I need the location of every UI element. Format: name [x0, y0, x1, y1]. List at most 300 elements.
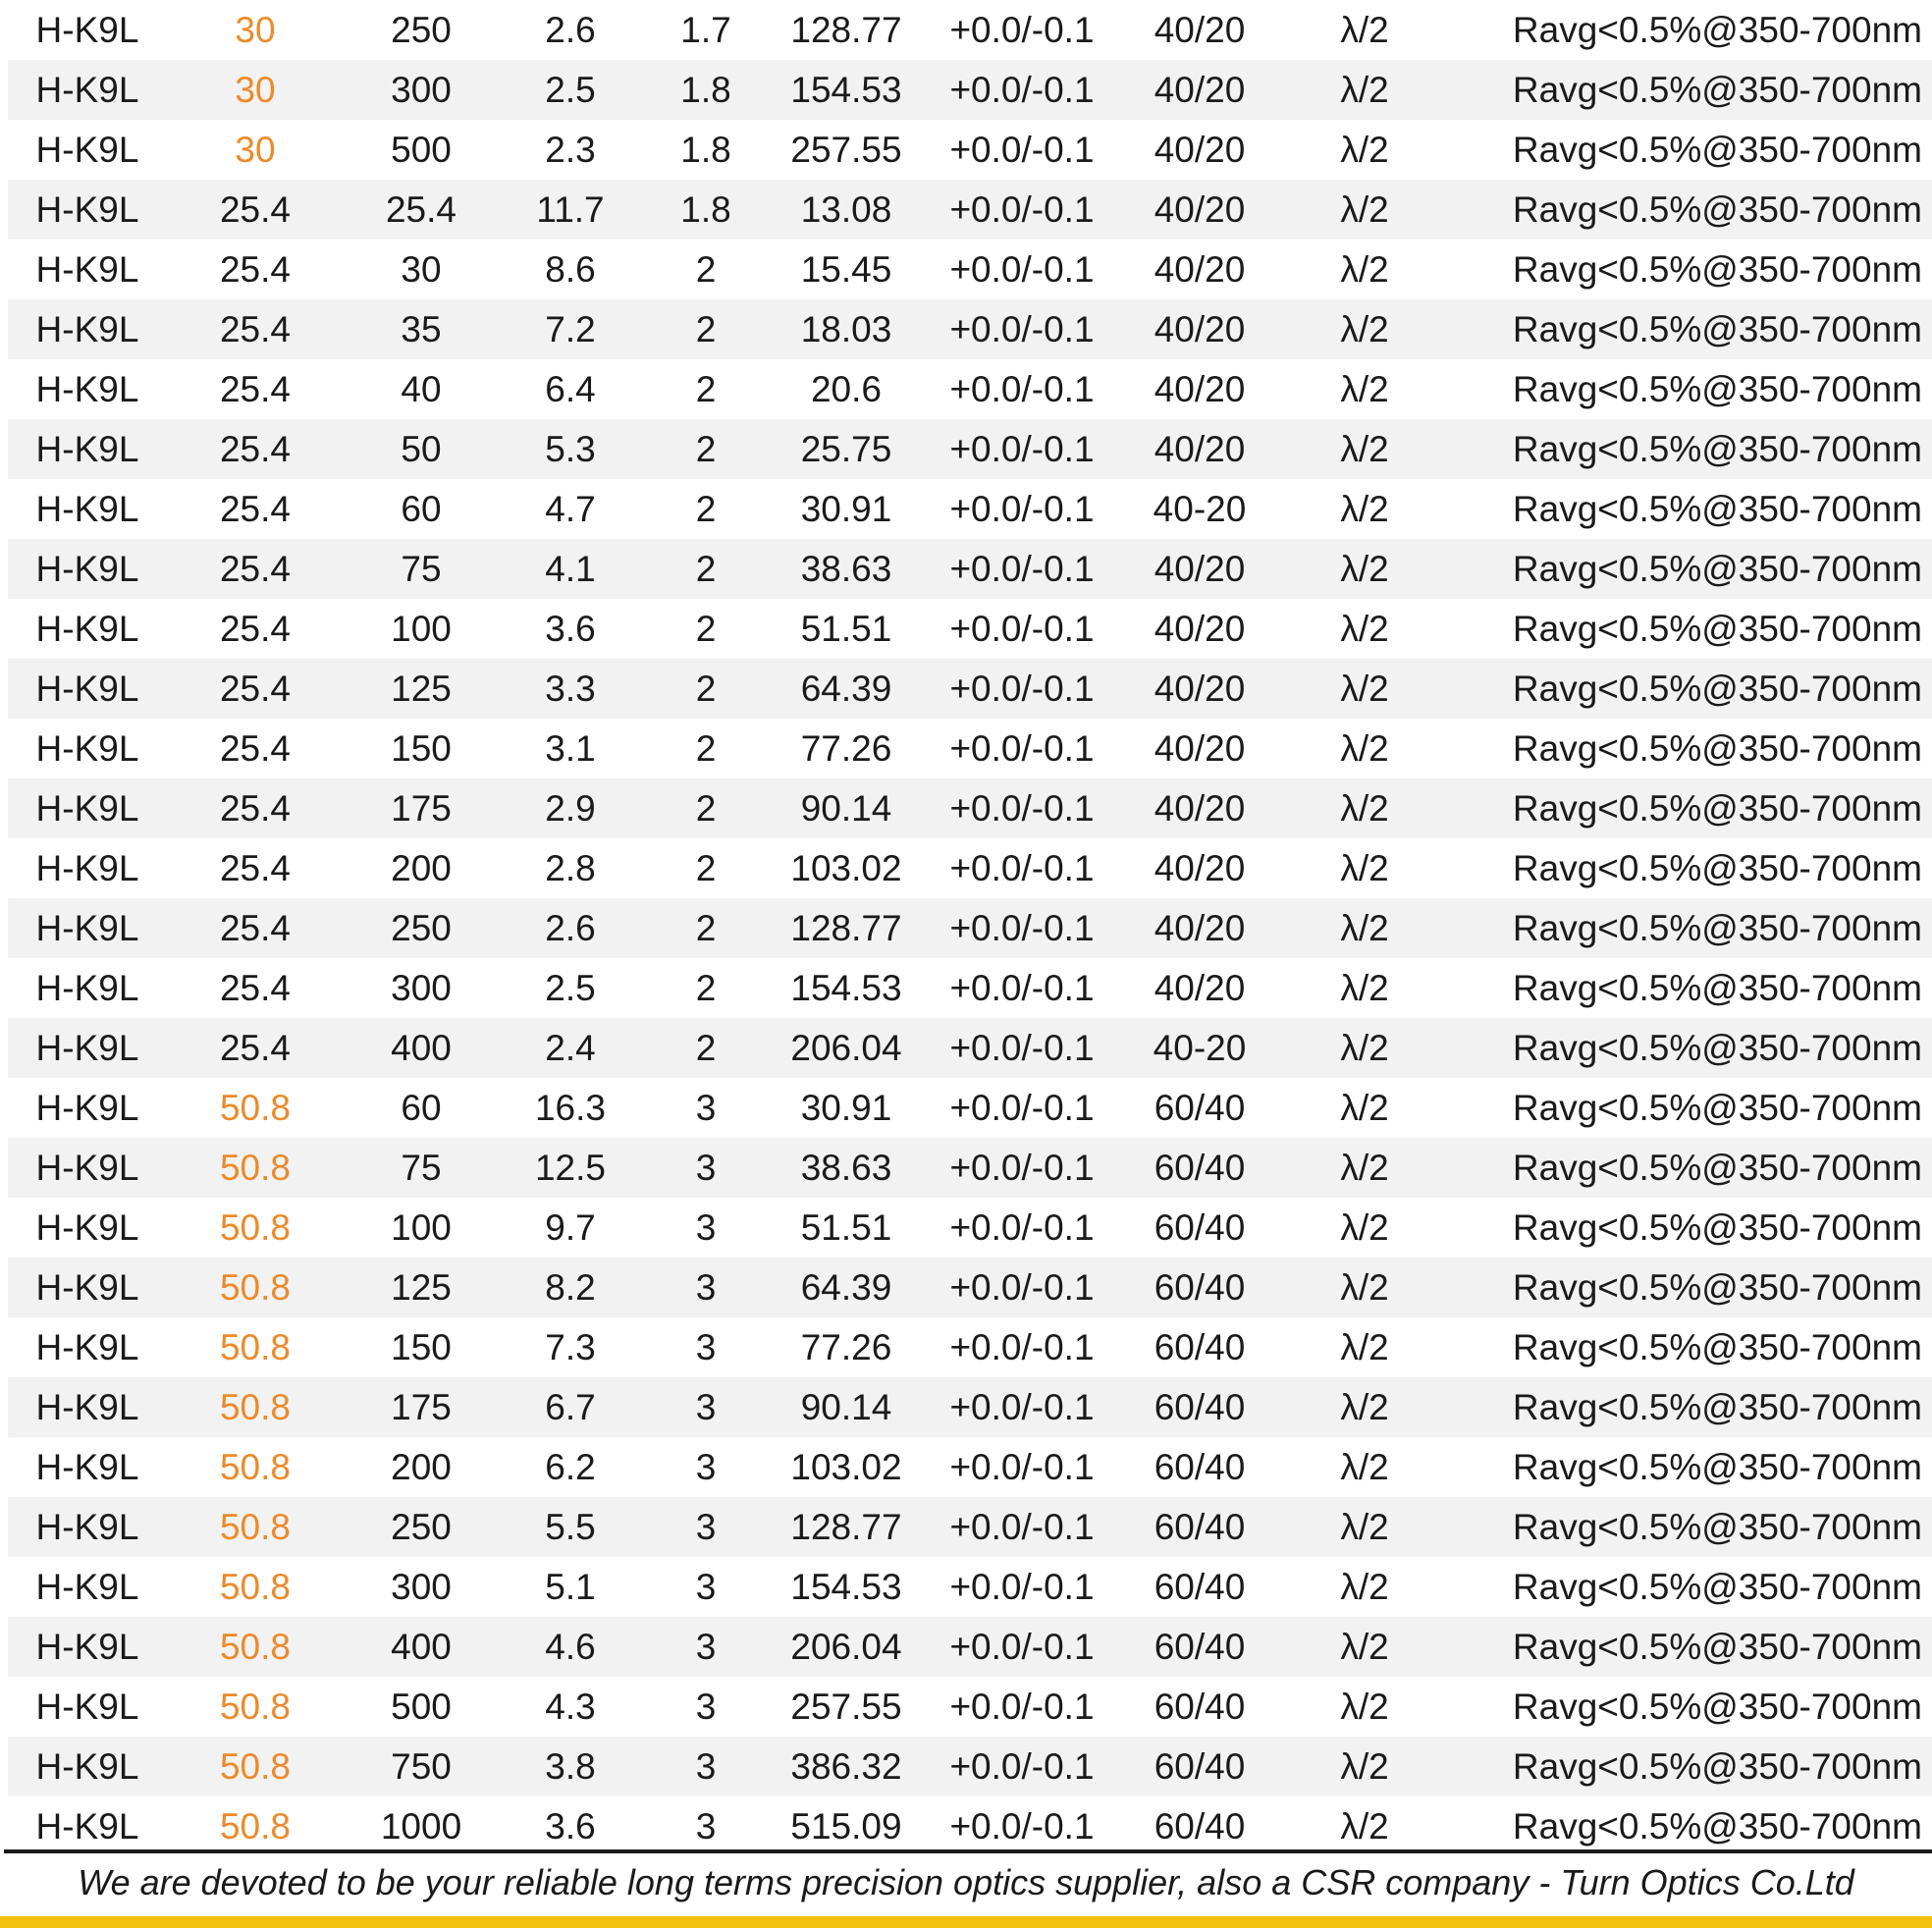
- focal-length-cell: 300: [391, 1567, 452, 1607]
- edge-thickness-cell: 3: [695, 1567, 717, 1607]
- diameter-cell: 50.8: [219, 1806, 291, 1847]
- focal-length-cell: 100: [391, 1207, 452, 1248]
- radius-cell: 25.75: [770, 419, 923, 479]
- diameter-cell: 25.4: [167, 778, 344, 838]
- center-thickness-cell: 4.7: [545, 489, 596, 529]
- diameter-cell: 25.4: [167, 419, 344, 479]
- radius-cell: 38.63: [770, 539, 923, 599]
- table-row: [8, 419, 1932, 479]
- table-row: [8, 599, 1932, 659]
- edge-thickness-cell: 2: [642, 1018, 770, 1078]
- flatness-cell: λ/2: [1340, 1088, 1389, 1128]
- coating-cell: Ravg<0.5%@350-700nm: [1451, 659, 1932, 719]
- flatness-cell: λ/2: [1278, 1377, 1451, 1437]
- focal-length-cell: 50: [344, 419, 499, 479]
- center-thickness-cell: 3.3: [499, 659, 642, 719]
- table-row: [8, 1138, 1932, 1198]
- table-row: [8, 1796, 1932, 1856]
- tolerance-cell: +0.0/-0.1: [923, 1617, 1121, 1677]
- focal-length-cell: 250: [344, 898, 499, 958]
- flatness-cell: λ/2: [1278, 1018, 1451, 1078]
- radius-cell: 128.77: [770, 898, 923, 958]
- table-row: [8, 60, 1932, 120]
- edge-thickness-cell: 2: [695, 369, 717, 409]
- tolerance-cell: +0.0/-0.1: [949, 130, 1095, 170]
- focal-length-cell: 1000: [380, 1806, 462, 1847]
- coating-cell: Ravg<0.5%@350-700nm: [1451, 60, 1932, 120]
- edge-thickness-cell: 1.7: [680, 10, 731, 50]
- tolerance-cell: +0.0/-0.1: [949, 968, 1095, 1008]
- focal-length-cell: 500: [391, 130, 452, 170]
- coating-cell: Ravg<0.5%@350-700nm: [1512, 1806, 1922, 1847]
- radius-cell: 386.32: [770, 1737, 923, 1796]
- focal-length-cell: 35: [344, 299, 499, 359]
- surface-quality-cell: 40/20: [1154, 848, 1246, 888]
- tolerance-cell: +0.0/-0.1: [949, 609, 1095, 649]
- surface-quality-cell: 60/40: [1121, 1377, 1278, 1437]
- radius-cell: 77.26: [800, 1327, 892, 1367]
- table-row: [8, 0, 1932, 60]
- center-thickness-cell: 5.3: [499, 419, 642, 479]
- tolerance-cell: +0.0/-0.1: [949, 1207, 1095, 1248]
- edge-thickness-cell: 2: [642, 898, 770, 958]
- surface-quality-cell: 60/40: [1121, 1617, 1278, 1677]
- center-thickness-cell: 3.8: [499, 1737, 642, 1796]
- table-row: [8, 1317, 1932, 1377]
- material-cell: H-K9L: [8, 1497, 167, 1557]
- table-row: [8, 898, 1932, 958]
- center-thickness-cell: 12.5: [499, 1138, 642, 1198]
- diameter-cell: 25.4: [219, 609, 291, 649]
- edge-thickness-cell: 3: [695, 1447, 717, 1487]
- center-thickness-cell: 3.6: [545, 1806, 596, 1847]
- flatness-cell: λ/2: [1278, 778, 1451, 838]
- tolerance-cell: +0.0/-0.1: [949, 249, 1095, 290]
- flatness-cell: λ/2: [1340, 369, 1389, 409]
- coating-cell: Ravg<0.5%@350-700nm: [1512, 1207, 1922, 1248]
- flatness-cell: λ/2: [1278, 60, 1451, 120]
- coating-cell: Ravg<0.5%@350-700nm: [1451, 299, 1932, 359]
- surface-quality-cell: 40/20: [1121, 180, 1278, 240]
- table-row: [8, 1198, 1932, 1258]
- flatness-cell: λ/2: [1340, 1806, 1389, 1847]
- material-cell: H-K9L: [35, 728, 139, 769]
- edge-thickness-cell: 3: [695, 1088, 717, 1128]
- diameter-cell: 50.8: [167, 1497, 344, 1557]
- flatness-cell: λ/2: [1340, 1447, 1389, 1487]
- surface-quality-cell: 40/20: [1121, 778, 1278, 838]
- coating-cell: Ravg<0.5%@350-700nm: [1512, 609, 1922, 649]
- radius-cell: 154.53: [790, 968, 902, 1008]
- flatness-cell: λ/2: [1340, 10, 1389, 50]
- flatness-cell: λ/2: [1340, 968, 1389, 1008]
- center-thickness-cell: 5.1: [545, 1567, 596, 1607]
- edge-thickness-cell: 2: [695, 489, 717, 529]
- radius-cell: 30.91: [800, 489, 892, 529]
- table-row: [8, 479, 1932, 539]
- radius-cell: 30.91: [800, 1088, 892, 1128]
- edge-thickness-cell: 3: [695, 1327, 717, 1367]
- tolerance-cell: +0.0/-0.1: [923, 1138, 1121, 1198]
- flatness-cell: λ/2: [1278, 1138, 1451, 1198]
- surface-quality-cell: 40/20: [1154, 728, 1246, 769]
- focal-length-cell: 125: [344, 1258, 499, 1317]
- radius-cell: 38.63: [770, 1138, 923, 1198]
- coating-cell: Ravg<0.5%@350-700nm: [1512, 1567, 1922, 1607]
- material-cell: H-K9L: [35, 249, 139, 290]
- surface-quality-cell: 40/20: [1121, 898, 1278, 958]
- diameter-cell: 25.4: [167, 180, 344, 240]
- coating-cell: Ravg<0.5%@350-700nm: [1451, 898, 1932, 958]
- material-cell: H-K9L: [35, 968, 139, 1008]
- diameter-cell: 50.8: [219, 1567, 291, 1607]
- coating-cell: Ravg<0.5%@350-700nm: [1451, 1497, 1932, 1557]
- material-cell: H-K9L: [8, 1258, 167, 1317]
- diameter-cell: 25.4: [219, 968, 291, 1008]
- diameter-cell: 25.4: [219, 848, 291, 888]
- edge-thickness-cell: 3: [695, 1806, 717, 1847]
- radius-cell: 13.08: [770, 180, 923, 240]
- center-thickness-cell: 7.2: [499, 299, 642, 359]
- tolerance-cell: +0.0/-0.1: [923, 659, 1121, 719]
- material-cell: H-K9L: [8, 539, 167, 599]
- table-row: [8, 1437, 1932, 1497]
- tolerance-cell: +0.0/-0.1: [949, 1088, 1095, 1128]
- focal-length-cell: 150: [391, 728, 452, 769]
- diameter-cell: 25.4: [167, 299, 344, 359]
- diameter-cell: 25.4: [167, 659, 344, 719]
- radius-cell: 206.04: [770, 1018, 923, 1078]
- focal-length-cell: 30: [401, 249, 442, 290]
- center-thickness-cell: 7.3: [545, 1327, 596, 1367]
- material-cell: H-K9L: [8, 1018, 167, 1078]
- surface-quality-cell: 40/20: [1121, 419, 1278, 479]
- radius-cell: 64.39: [770, 659, 923, 719]
- material-cell: H-K9L: [8, 659, 167, 719]
- table-row: [8, 1018, 1932, 1078]
- edge-thickness-cell: 3: [642, 1497, 770, 1557]
- radius-cell: 128.77: [770, 1497, 923, 1557]
- table-row: [8, 299, 1932, 359]
- tolerance-cell: +0.0/-0.1: [949, 489, 1095, 529]
- surface-quality-cell: 60/40: [1154, 1088, 1246, 1128]
- coating-cell: Ravg<0.5%@350-700nm: [1451, 1138, 1932, 1198]
- tolerance-cell: +0.0/-0.1: [923, 898, 1121, 958]
- material-cell: H-K9L: [35, 369, 139, 409]
- focal-length-cell: 100: [391, 609, 452, 649]
- surface-quality-cell: 40/20: [1154, 968, 1246, 1008]
- surface-quality-cell: 40-20: [1121, 1018, 1278, 1078]
- surface-quality-cell: 40/20: [1154, 249, 1246, 290]
- table-row: [8, 659, 1932, 719]
- center-thickness-cell: 2.6: [545, 10, 596, 50]
- coating-cell: Ravg<0.5%@350-700nm: [1451, 1258, 1932, 1317]
- flatness-cell: λ/2: [1340, 1207, 1389, 1248]
- table-row: [8, 958, 1932, 1018]
- tolerance-cell: +0.0/-0.1: [923, 1497, 1121, 1557]
- focal-length-cell: 200: [391, 1447, 452, 1487]
- table-row: [8, 240, 1932, 299]
- material-cell: H-K9L: [8, 1138, 167, 1198]
- coating-cell: Ravg<0.5%@350-700nm: [1451, 1737, 1932, 1796]
- flatness-cell: λ/2: [1340, 609, 1389, 649]
- table-row: [8, 1258, 1932, 1317]
- table-row: [8, 1617, 1932, 1677]
- radius-cell: 90.14: [770, 778, 923, 838]
- table-row: [8, 359, 1932, 419]
- focal-length-cell: 250: [344, 1497, 499, 1557]
- flatness-cell: λ/2: [1340, 249, 1389, 290]
- center-thickness-cell: 11.7: [499, 180, 642, 240]
- focal-length-cell: 175: [344, 778, 499, 838]
- center-thickness-cell: 16.3: [534, 1088, 606, 1128]
- edge-thickness-cell: 3: [642, 1377, 770, 1437]
- focal-length-cell: 250: [391, 10, 452, 50]
- material-cell: H-K9L: [35, 1327, 139, 1367]
- focal-length-cell: 175: [344, 1377, 499, 1437]
- coating-cell: Ravg<0.5%@350-700nm: [1512, 848, 1922, 888]
- center-thickness-cell: 2.8: [545, 848, 596, 888]
- material-cell: H-K9L: [35, 489, 139, 529]
- center-thickness-cell: 6.4: [545, 369, 596, 409]
- edge-thickness-cell: 1.8: [680, 130, 731, 170]
- radius-cell: 154.53: [790, 1567, 902, 1607]
- diameter-cell: 25.4: [219, 489, 291, 529]
- footer-color-band: [0, 1916, 1932, 1928]
- material-cell: H-K9L: [35, 1447, 139, 1487]
- flatness-cell: λ/2: [1278, 180, 1451, 240]
- coating-cell: Ravg<0.5%@350-700nm: [1512, 369, 1922, 409]
- surface-quality-cell: 60/40: [1154, 1567, 1246, 1607]
- coating-cell: Ravg<0.5%@350-700nm: [1451, 1617, 1932, 1677]
- radius-cell: 257.55: [790, 1687, 902, 1727]
- radius-cell: 103.02: [790, 1447, 902, 1487]
- table-row: [8, 120, 1932, 180]
- coating-cell: Ravg<0.5%@350-700nm: [1512, 489, 1922, 529]
- tolerance-cell: +0.0/-0.1: [923, 180, 1121, 240]
- focal-length-cell: 500: [391, 1687, 452, 1727]
- flatness-cell: λ/2: [1340, 1567, 1389, 1607]
- center-thickness-cell: 8.2: [499, 1258, 642, 1317]
- diameter-cell: 50.8: [167, 1377, 344, 1437]
- radius-cell: 18.03: [770, 299, 923, 359]
- edge-thickness-cell: 2: [695, 249, 717, 290]
- radius-cell: 103.02: [790, 848, 902, 888]
- center-thickness-cell: 3.1: [545, 728, 596, 769]
- material-cell: H-K9L: [8, 1737, 167, 1796]
- diameter-cell: 50.8: [219, 1447, 291, 1487]
- edge-thickness-cell: 3: [642, 1617, 770, 1677]
- center-thickness-cell: 3.6: [545, 609, 596, 649]
- surface-quality-cell: 60/40: [1154, 1687, 1246, 1727]
- tolerance-cell: +0.0/-0.1: [923, 778, 1121, 838]
- coating-cell: Ravg<0.5%@350-700nm: [1512, 249, 1922, 290]
- diameter-cell: 25.4: [167, 898, 344, 958]
- surface-quality-cell: 40-20: [1153, 489, 1247, 529]
- focal-length-cell: 75: [344, 1138, 499, 1198]
- diameter-cell: 30: [235, 130, 276, 170]
- surface-quality-cell: 40/20: [1154, 130, 1246, 170]
- coating-cell: Ravg<0.5%@350-700nm: [1512, 10, 1922, 50]
- coating-cell: Ravg<0.5%@350-700nm: [1512, 1088, 1922, 1128]
- table-row: [8, 1377, 1932, 1437]
- coating-cell: Ravg<0.5%@350-700nm: [1451, 419, 1932, 479]
- edge-thickness-cell: 2: [695, 609, 717, 649]
- material-cell: H-K9L: [8, 60, 167, 120]
- edge-thickness-cell: 3: [642, 1138, 770, 1198]
- radius-cell: 64.39: [770, 1258, 923, 1317]
- coating-cell: Ravg<0.5%@350-700nm: [1451, 1377, 1932, 1437]
- tolerance-cell: +0.0/-0.1: [923, 299, 1121, 359]
- material-cell: H-K9L: [8, 1377, 167, 1437]
- surface-quality-cell: 40/20: [1121, 539, 1278, 599]
- material-cell: H-K9L: [35, 1687, 139, 1727]
- flatness-cell: λ/2: [1278, 659, 1451, 719]
- coating-cell: Ravg<0.5%@350-700nm: [1512, 968, 1922, 1008]
- tolerance-cell: +0.0/-0.1: [949, 1447, 1095, 1487]
- diameter-cell: 25.4: [167, 1018, 344, 1078]
- flatness-cell: λ/2: [1340, 728, 1389, 769]
- coating-cell: Ravg<0.5%@350-700nm: [1451, 778, 1932, 838]
- material-cell: H-K9L: [35, 130, 139, 170]
- edge-thickness-cell: 2: [642, 419, 770, 479]
- center-thickness-cell: 4.3: [545, 1687, 596, 1727]
- edge-thickness-cell: 3: [642, 1258, 770, 1317]
- radius-cell: 515.09: [790, 1806, 902, 1847]
- coating-cell: Ravg<0.5%@350-700nm: [1451, 539, 1932, 599]
- diameter-cell: 25.4: [167, 539, 344, 599]
- diameter-cell: 50.8: [219, 1687, 291, 1727]
- material-cell: H-K9L: [35, 1207, 139, 1248]
- flatness-cell: λ/2: [1278, 419, 1451, 479]
- material-cell: H-K9L: [8, 299, 167, 359]
- tolerance-cell: +0.0/-0.1: [923, 1377, 1121, 1437]
- diameter-cell: 50.8: [219, 1207, 291, 1248]
- surface-quality-cell: 40/20: [1121, 60, 1278, 120]
- focal-length-cell: 200: [391, 848, 452, 888]
- flatness-cell: λ/2: [1278, 1497, 1451, 1557]
- diameter-cell: 50.8: [219, 1327, 291, 1367]
- radius-cell: 15.45: [800, 249, 892, 290]
- flatness-cell: λ/2: [1340, 489, 1389, 529]
- surface-quality-cell: 60/40: [1154, 1447, 1246, 1487]
- coating-cell: Ravg<0.5%@350-700nm: [1451, 180, 1932, 240]
- center-thickness-cell: 2.6: [499, 898, 642, 958]
- tolerance-cell: +0.0/-0.1: [949, 1327, 1095, 1367]
- diameter-cell: 30: [235, 10, 276, 50]
- flatness-cell: λ/2: [1278, 1258, 1451, 1317]
- edge-thickness-cell: 2: [642, 539, 770, 599]
- focal-length-cell: 150: [391, 1327, 452, 1367]
- flatness-cell: λ/2: [1340, 1687, 1389, 1727]
- coating-cell: Ravg<0.5%@350-700nm: [1512, 130, 1922, 170]
- coating-cell: Ravg<0.5%@350-700nm: [1512, 1687, 1922, 1727]
- flatness-cell: λ/2: [1278, 1617, 1451, 1677]
- center-thickness-cell: 2.5: [545, 968, 596, 1008]
- focal-length-cell: 125: [344, 659, 499, 719]
- edge-thickness-cell: 3: [695, 1207, 717, 1248]
- surface-quality-cell: 40/20: [1154, 10, 1246, 50]
- surface-quality-cell: 60/40: [1121, 1138, 1278, 1198]
- focal-length-cell: 40: [401, 369, 442, 409]
- table-row: [8, 1078, 1932, 1138]
- coating-cell: Ravg<0.5%@350-700nm: [1451, 1018, 1932, 1078]
- diameter-cell: 50.8: [219, 1088, 291, 1128]
- material-cell: H-K9L: [8, 180, 167, 240]
- diameter-cell: 30: [167, 60, 344, 120]
- radius-cell: 257.55: [790, 130, 902, 170]
- center-thickness-cell: 6.2: [545, 1447, 596, 1487]
- edge-thickness-cell: 2: [642, 299, 770, 359]
- center-thickness-cell: 2.5: [499, 60, 642, 120]
- surface-quality-cell: 60/40: [1121, 1737, 1278, 1796]
- center-thickness-cell: 2.4: [499, 1018, 642, 1078]
- edge-thickness-cell: 2: [695, 848, 717, 888]
- footer-divider: [4, 1849, 1932, 1853]
- surface-quality-cell: 40/20: [1154, 369, 1246, 409]
- focal-length-cell: 400: [344, 1617, 499, 1677]
- surface-quality-cell: 60/40: [1154, 1327, 1246, 1367]
- table-row: [8, 1737, 1932, 1796]
- material-cell: H-K9L: [8, 419, 167, 479]
- edge-thickness-cell: 2: [695, 968, 717, 1008]
- focal-length-cell: 60: [401, 1088, 442, 1128]
- edge-thickness-cell: 2: [695, 728, 717, 769]
- flatness-cell: λ/2: [1340, 130, 1389, 170]
- radius-cell: 154.53: [770, 60, 923, 120]
- material-cell: H-K9L: [8, 1617, 167, 1677]
- flatness-cell: λ/2: [1278, 898, 1451, 958]
- tolerance-cell: +0.0/-0.1: [923, 419, 1121, 479]
- center-thickness-cell: 2.3: [545, 130, 596, 170]
- tolerance-cell: +0.0/-0.1: [949, 728, 1095, 769]
- radius-cell: 20.6: [810, 369, 882, 409]
- diameter-cell: 50.8: [167, 1138, 344, 1198]
- edge-thickness-cell: 1.8: [642, 60, 770, 120]
- tolerance-cell: +0.0/-0.1: [949, 1567, 1095, 1607]
- diameter-cell: 25.4: [219, 249, 291, 290]
- radius-cell: 77.26: [800, 728, 892, 769]
- surface-quality-cell: 60/40: [1121, 1258, 1278, 1317]
- table-row: [8, 778, 1932, 838]
- focal-length-cell: 60: [401, 489, 442, 529]
- center-thickness-cell: 4.6: [499, 1617, 642, 1677]
- tolerance-cell: +0.0/-0.1: [923, 539, 1121, 599]
- tolerance-cell: +0.0/-0.1: [949, 1806, 1095, 1847]
- surface-quality-cell: 60/40: [1154, 1207, 1246, 1248]
- edge-thickness-cell: 2: [642, 778, 770, 838]
- focal-length-cell: 25.4: [344, 180, 499, 240]
- edge-thickness-cell: 2: [642, 659, 770, 719]
- flatness-cell: λ/2: [1278, 1737, 1451, 1796]
- table-row: [8, 539, 1932, 599]
- flatness-cell: λ/2: [1278, 299, 1451, 359]
- focal-length-cell: 75: [344, 539, 499, 599]
- material-cell: H-K9L: [35, 1567, 139, 1607]
- center-thickness-cell: 4.1: [499, 539, 642, 599]
- table-row: [8, 719, 1932, 778]
- table-body: [8, 0, 1932, 1856]
- coating-cell: Ravg<0.5%@350-700nm: [1512, 1327, 1922, 1367]
- tolerance-cell: +0.0/-0.1: [923, 1737, 1121, 1796]
- material-cell: H-K9L: [35, 848, 139, 888]
- flatness-cell: λ/2: [1340, 848, 1389, 888]
- tolerance-cell: +0.0/-0.1: [949, 1687, 1095, 1727]
- center-thickness-cell: 2.9: [499, 778, 642, 838]
- radius-cell: 206.04: [770, 1617, 923, 1677]
- surface-quality-cell: 60/40: [1154, 1806, 1246, 1847]
- diameter-cell: 25.4: [219, 369, 291, 409]
